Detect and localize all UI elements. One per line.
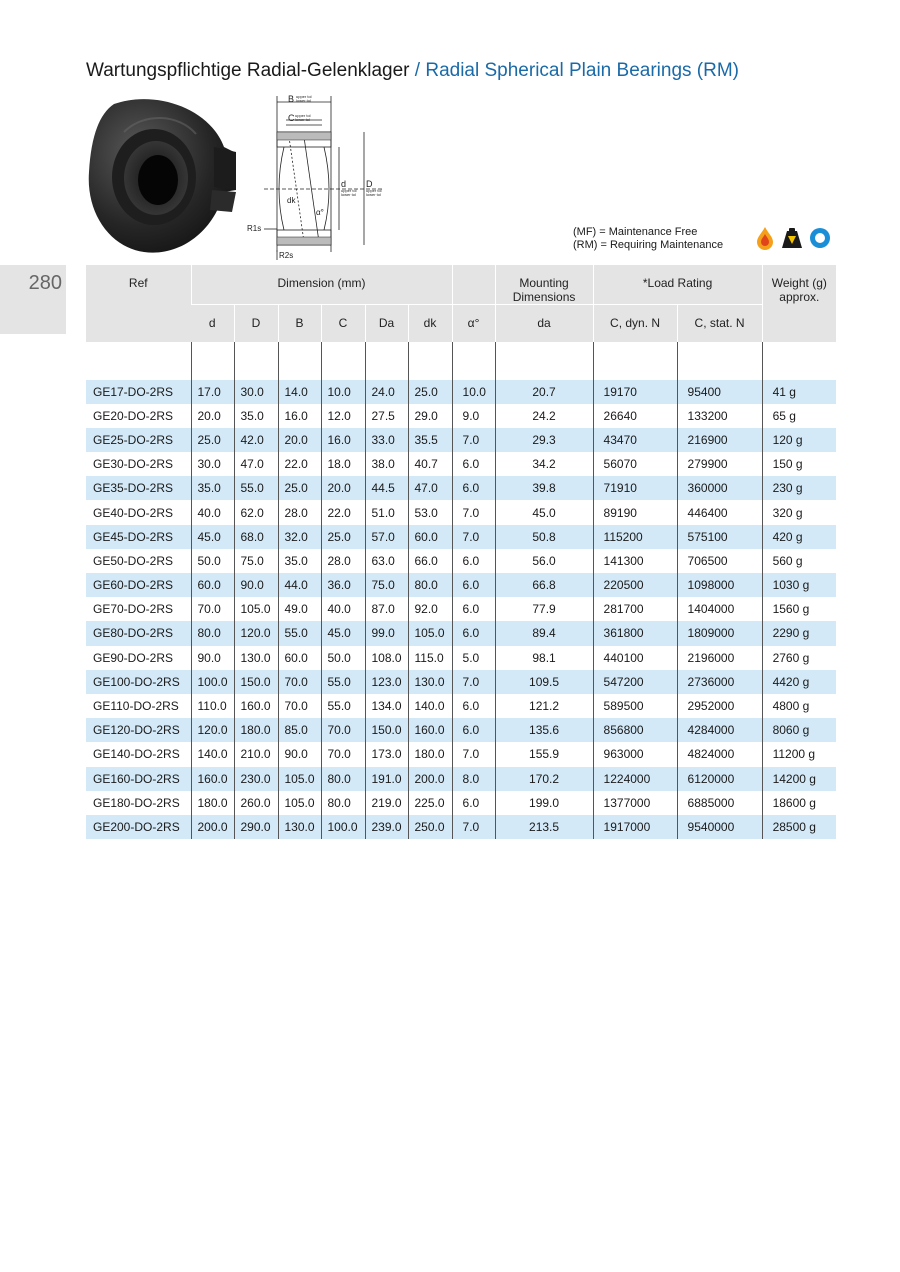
- svg-text:R2s: R2s: [279, 251, 294, 260]
- cell-dk: 80.0: [408, 573, 452, 597]
- cell-B: 32.0: [278, 525, 321, 549]
- cell-d: 70.0: [191, 597, 234, 621]
- svg-text:D: D: [366, 179, 373, 189]
- cell-weight: 11200 g: [762, 742, 836, 766]
- cell-weight: 2290 g: [762, 621, 836, 645]
- cell-Da: 239.0: [365, 815, 408, 839]
- cell-da: 50.8: [495, 525, 593, 549]
- cell-dk: 160.0: [408, 718, 452, 742]
- cell-Da: 219.0: [365, 791, 408, 815]
- cell-weight: 2760 g: [762, 646, 836, 670]
- table-row: [86, 646, 836, 670]
- cell-c-dyn: 589500: [593, 694, 677, 718]
- cell-c-dyn: 141300: [593, 549, 677, 573]
- header-alpha: α°: [452, 305, 495, 342]
- table-row: [86, 670, 836, 694]
- cell-c-stat: 2196000: [677, 646, 762, 670]
- cell-ref: GE160-DO-2RS: [86, 767, 191, 791]
- cell-Da: 173.0: [365, 742, 408, 766]
- cell-alpha: 6.0: [452, 549, 495, 573]
- cell-weight: 150 g: [762, 452, 836, 476]
- cell-B: 28.0: [278, 500, 321, 524]
- header-da: da: [495, 305, 593, 342]
- cell-c-dyn: 43470: [593, 428, 677, 452]
- cell-dk: 47.0: [408, 476, 452, 500]
- cell-weight: 1030 g: [762, 573, 836, 597]
- title-separator: /: [409, 60, 426, 81]
- header-C: C: [321, 305, 365, 342]
- svg-text:R1s: R1s: [247, 224, 262, 233]
- cell-c-dyn: 361800: [593, 621, 677, 645]
- cell-Da: 63.0: [365, 549, 408, 573]
- cell-alpha: 7.0: [452, 815, 495, 839]
- table-row: [86, 549, 836, 573]
- cell-D: 75.0: [234, 549, 278, 573]
- cell-c-stat: 1809000: [677, 621, 762, 645]
- cell-da: 98.1: [495, 646, 593, 670]
- table-row: [86, 621, 836, 645]
- header-c-dyn: C, dyn. N: [593, 305, 677, 342]
- cell-da: 29.3: [495, 428, 593, 452]
- cell-C: 18.0: [321, 452, 365, 476]
- cell-dk: 115.0: [408, 646, 452, 670]
- cell-Da: 99.0: [365, 621, 408, 645]
- svg-text:C: C: [288, 113, 295, 123]
- svg-text:B: B: [288, 94, 295, 104]
- cell-c-dyn: 71910: [593, 476, 677, 500]
- table-row: [86, 500, 836, 524]
- cell-B: 22.0: [278, 452, 321, 476]
- cell-ref: GE40-DO-2RS: [93, 505, 174, 520]
- cell-weight: 65 g: [762, 404, 836, 428]
- cell-ref: GE25-DO-2RS: [86, 428, 191, 452]
- svg-text:upper tol: upper tol: [366, 188, 382, 193]
- cell-B: 85.0: [278, 718, 321, 742]
- cell-Da: 150.0: [365, 718, 408, 742]
- cell-d: 25.0: [191, 428, 234, 452]
- page-title: [86, 60, 739, 82]
- cell-alpha: 8.0: [452, 767, 495, 791]
- cell-B: 35.0: [278, 549, 321, 573]
- cell-c-stat: 6120000: [677, 767, 762, 791]
- cell-d: 60.0: [191, 573, 234, 597]
- cell-dk: 225.0: [408, 791, 452, 815]
- svg-text:upper tol: upper tol: [296, 94, 312, 99]
- cell-da: 77.9: [495, 597, 593, 621]
- header-dk: dk: [408, 305, 452, 342]
- cell-D: 55.0: [234, 476, 278, 500]
- cell-weight: 8060 g: [762, 718, 836, 742]
- table-row: [86, 452, 836, 476]
- cell-c-dyn: 1377000: [593, 791, 677, 815]
- cell-ref: GE120-DO-2RS: [86, 718, 191, 742]
- svg-text:α°: α°: [316, 208, 324, 217]
- cell-c-stat: 279900: [677, 452, 762, 476]
- cell-da: 24.2: [495, 404, 593, 428]
- cell-B: 44.0: [278, 573, 321, 597]
- cell-da: 109.5: [495, 670, 593, 694]
- cell-ref: GE35-DO-2RS: [86, 476, 191, 500]
- bearing-cross-section-diagram: [244, 92, 394, 260]
- header-ref: Ref: [86, 265, 191, 342]
- cell-dk: 130.0: [408, 670, 452, 694]
- cell-da: 56.0: [495, 549, 593, 573]
- cell-c-dyn: 547200: [593, 670, 677, 694]
- cell-d: 160.0: [191, 767, 234, 791]
- cell-d: 180.0: [191, 791, 234, 815]
- cell-d: 140.0: [191, 742, 234, 766]
- cell-C: 70.0: [321, 742, 365, 766]
- cell-ref: GE90-DO-2RS: [93, 650, 174, 665]
- cell-d: 20.0: [191, 404, 234, 428]
- cell-Da: 134.0: [365, 694, 408, 718]
- cell-alpha: 7.0: [452, 525, 495, 549]
- cell-B: 49.0: [278, 597, 321, 621]
- cell-c-stat: 575100: [677, 525, 762, 549]
- cell-c-dyn: 963000: [593, 742, 677, 766]
- cell-C: 50.0: [321, 646, 365, 670]
- svg-text:upper tol: upper tol: [295, 113, 311, 118]
- header-d: d: [191, 305, 234, 342]
- cell-Da: 108.0: [365, 646, 408, 670]
- cell-c-stat: 1098000: [677, 573, 762, 597]
- cell-weight: 560 g: [762, 549, 836, 573]
- cell-B: 20.0: [278, 428, 321, 452]
- table-row: [86, 525, 836, 549]
- cell-B: 70.0: [278, 670, 321, 694]
- cell-D: 130.0: [234, 646, 278, 670]
- legend-rm: (RM) = Requiring Maintenance: [573, 239, 724, 251]
- cell-C: 36.0: [321, 573, 365, 597]
- cell-da: 34.2: [495, 452, 593, 476]
- cell-C: 55.0: [321, 694, 365, 718]
- cell-alpha: 6.0: [452, 621, 495, 645]
- title-german: Wartungspflichtige Radial-Gelenklager: [86, 60, 410, 81]
- ring-icon: [808, 226, 832, 250]
- cell-alpha: 7.0: [452, 742, 495, 766]
- cell-dk: 66.0: [408, 549, 452, 573]
- title-english: Radial Spherical Plain Bearings (RM): [425, 60, 739, 81]
- cell-C: 80.0: [321, 791, 365, 815]
- table-row: [86, 428, 836, 452]
- cell-alpha: 6.0: [452, 791, 495, 815]
- cell-c-stat: 446400: [677, 500, 762, 524]
- cell-ref: GE45-DO-2RS: [86, 525, 191, 549]
- cell-C: 80.0: [321, 767, 365, 791]
- cell-d: 110.0: [191, 694, 234, 718]
- cell-D: 230.0: [234, 767, 278, 791]
- cell-da: 121.2: [495, 694, 593, 718]
- cell-B: 60.0: [278, 646, 321, 670]
- cell-da: 213.5: [495, 815, 593, 839]
- cell-d: 80.0: [191, 621, 234, 645]
- cell-weight: 320 g: [762, 500, 836, 524]
- cell-Da: 33.0: [365, 428, 408, 452]
- cell-dk: 60.0: [408, 525, 452, 549]
- cell-Da: 24.0: [365, 380, 408, 404]
- table-row: [86, 791, 836, 815]
- cell-Da: 27.5: [365, 404, 408, 428]
- svg-text:dk: dk: [287, 196, 296, 205]
- cell-ref: GE200-DO-2RS: [86, 815, 191, 839]
- svg-text:lower tol: lower tol: [295, 117, 310, 122]
- cell-D: 30.0: [234, 380, 278, 404]
- cell-c-dyn: 19170: [593, 380, 677, 404]
- cell-D: 47.0: [234, 452, 278, 476]
- cell-B: 105.0: [278, 767, 321, 791]
- cell-D: 160.0: [234, 694, 278, 718]
- cell-B: 130.0: [278, 815, 321, 839]
- table-row: [86, 380, 836, 404]
- bearing-spec-table: [86, 265, 836, 839]
- table-row: [86, 694, 836, 718]
- cell-da: 155.9: [495, 742, 593, 766]
- cell-c-dyn: 281700: [593, 597, 677, 621]
- table-row: [86, 767, 836, 791]
- cell-da: 170.2: [495, 767, 593, 791]
- cell-dk: 200.0: [408, 767, 452, 791]
- cell-ref: GE17-DO-2RS: [86, 380, 191, 404]
- table-row: [86, 597, 836, 621]
- cell-Da: 38.0: [365, 452, 408, 476]
- cell-d: 100.0: [191, 670, 234, 694]
- cell-weight: 4420 g: [762, 670, 836, 694]
- svg-text:lower tol: lower tol: [341, 192, 356, 197]
- cell-da: 66.8: [495, 573, 593, 597]
- cell-Da: 57.0: [365, 525, 408, 549]
- svg-text:lower tol: lower tol: [296, 98, 311, 103]
- cell-B: 14.0: [278, 380, 321, 404]
- bearing-product-image: [84, 92, 244, 260]
- cell-Da: 44.5: [365, 476, 408, 500]
- cell-B: 25.0: [278, 476, 321, 500]
- cell-alpha: 9.0: [452, 404, 495, 428]
- cell-Da: 123.0: [365, 670, 408, 694]
- cell-d: 40.0: [191, 500, 234, 524]
- cell-alpha: 10.0: [452, 380, 495, 404]
- cell-da: 135.6: [495, 718, 593, 742]
- cell-dk: 35.5: [408, 428, 452, 452]
- cell-C: 55.0: [321, 670, 365, 694]
- maintenance-legend: [573, 226, 723, 252]
- header-B: B: [278, 305, 321, 342]
- cell-B: 55.0: [278, 621, 321, 645]
- cell-D: 68.0: [234, 525, 278, 549]
- svg-text:d: d: [341, 179, 347, 189]
- cell-dk: 105.0: [408, 621, 452, 645]
- cell-alpha: 6.0: [452, 476, 495, 500]
- cell-c-dyn: 115200: [593, 525, 677, 549]
- cell-ref: GE20-DO-2RS: [93, 408, 174, 423]
- cell-weight: 18600 g: [762, 791, 836, 815]
- table-row: [86, 404, 836, 428]
- cell-C: 70.0: [321, 718, 365, 742]
- cell-alpha: 5.0: [452, 646, 495, 670]
- cell-B: 70.0: [278, 694, 321, 718]
- cell-D: 90.0: [234, 573, 278, 597]
- cell-c-dyn: 89190: [593, 500, 677, 524]
- cell-d: 90.0: [191, 646, 234, 670]
- feature-icons: [754, 226, 832, 250]
- cell-weight: 4800 g: [762, 694, 836, 718]
- cell-alpha: 7.0: [452, 670, 495, 694]
- cell-dk: 40.7: [408, 452, 452, 476]
- cell-da: 199.0: [495, 791, 593, 815]
- cell-d: 200.0: [191, 815, 234, 839]
- cell-da: 89.4: [495, 621, 593, 645]
- cell-C: 40.0: [321, 597, 365, 621]
- header-weight: Weight (g) approx.: [762, 265, 836, 342]
- cell-D: 120.0: [234, 621, 278, 645]
- cell-dk: 140.0: [408, 694, 452, 718]
- cell-alpha: 6.0: [452, 718, 495, 742]
- cell-Da: 75.0: [365, 573, 408, 597]
- cell-dk: 25.0: [408, 380, 452, 404]
- table-row: [86, 815, 836, 839]
- header-Da: Da: [365, 305, 408, 342]
- cell-da: 20.7: [495, 380, 593, 404]
- cell-c-stat: 706500: [677, 549, 762, 573]
- cell-weight: 41 g: [762, 380, 836, 404]
- cell-c-stat: 4284000: [677, 718, 762, 742]
- cell-c-dyn: 56070: [593, 452, 677, 476]
- cell-dk: 250.0: [408, 815, 452, 839]
- table-row: [86, 718, 836, 742]
- cell-alpha: 6.0: [452, 573, 495, 597]
- header-blank: [452, 265, 495, 305]
- cell-c-stat: 1404000: [677, 597, 762, 621]
- cell-D: 180.0: [234, 718, 278, 742]
- cell-alpha: 6.0: [452, 452, 495, 476]
- cell-C: 12.0: [321, 404, 365, 428]
- cell-dk: 92.0: [408, 597, 452, 621]
- svg-text:upper tol: upper tol: [341, 188, 357, 193]
- cell-da: 45.0: [495, 500, 593, 524]
- weight-down-icon: [780, 226, 804, 250]
- cell-d: 120.0: [191, 718, 234, 742]
- cell-alpha: 7.0: [452, 500, 495, 524]
- cell-D: 62.0: [234, 500, 278, 524]
- cell-ref: GE70-DO-2RS: [93, 602, 174, 617]
- cell-C: 25.0: [321, 525, 365, 549]
- cell-ref: GE50-DO-2RS: [93, 553, 174, 568]
- cell-Da: 51.0: [365, 500, 408, 524]
- cell-B: 16.0: [278, 404, 321, 428]
- cell-ref: GE60-DO-2RS: [86, 573, 191, 597]
- cell-C: 28.0: [321, 549, 365, 573]
- cell-d: 30.0: [191, 452, 234, 476]
- cell-C: 20.0: [321, 476, 365, 500]
- cell-B: 90.0: [278, 742, 321, 766]
- header-mounting: Mounting Dimensions: [495, 265, 593, 305]
- cell-weight: 1560 g: [762, 597, 836, 621]
- cell-D: 105.0: [234, 597, 278, 621]
- cell-da: 39.8: [495, 476, 593, 500]
- cell-weight: 230 g: [762, 476, 836, 500]
- cell-D: 210.0: [234, 742, 278, 766]
- cell-alpha: 7.0: [452, 428, 495, 452]
- cell-ref: GE80-DO-2RS: [86, 621, 191, 645]
- svg-text:lower tol: lower tol: [366, 192, 381, 197]
- table-row: [86, 742, 836, 766]
- cell-d: 35.0: [191, 476, 234, 500]
- cell-alpha: 6.0: [452, 694, 495, 718]
- cell-weight: 420 g: [762, 525, 836, 549]
- cell-c-dyn: 1917000: [593, 815, 677, 839]
- cell-C: 100.0: [321, 815, 365, 839]
- header-c-stat: C, stat. N: [677, 305, 762, 342]
- cell-D: 42.0: [234, 428, 278, 452]
- header-load-rating: *Load Rating: [593, 265, 762, 305]
- cell-D: 35.0: [234, 404, 278, 428]
- cell-c-stat: 133200: [677, 404, 762, 428]
- cell-D: 150.0: [234, 670, 278, 694]
- cell-c-dyn: 220500: [593, 573, 677, 597]
- cell-ref: GE100-DO-2RS: [86, 670, 191, 694]
- cell-c-stat: 216900: [677, 428, 762, 452]
- cell-d: 17.0: [191, 380, 234, 404]
- cell-dk: 53.0: [408, 500, 452, 524]
- cell-c-stat: 95400: [677, 380, 762, 404]
- cell-D: 290.0: [234, 815, 278, 839]
- page-number: 280: [28, 272, 62, 294]
- table-row: [86, 476, 836, 500]
- cell-Da: 191.0: [365, 767, 408, 791]
- cell-ref: GE140-DO-2RS: [93, 747, 180, 762]
- legend-mf: (MF) = Maintenance Free: [573, 226, 698, 238]
- oil-drop-icon: [754, 226, 776, 250]
- cell-d: 45.0: [191, 525, 234, 549]
- cell-Da: 87.0: [365, 597, 408, 621]
- table-row: [86, 573, 836, 597]
- cell-c-dyn: 26640: [593, 404, 677, 428]
- cell-weight: 120 g: [762, 428, 836, 452]
- header-dimension: Dimension (mm): [191, 265, 452, 305]
- cell-weight: 14200 g: [762, 767, 836, 791]
- cell-dk: 180.0: [408, 742, 452, 766]
- cell-ref: GE110-DO-2RS: [93, 699, 179, 714]
- cell-c-stat: 6885000: [677, 791, 762, 815]
- cell-D: 260.0: [234, 791, 278, 815]
- cell-c-stat: 2952000: [677, 694, 762, 718]
- header-D: D: [234, 305, 278, 342]
- cell-C: 22.0: [321, 500, 365, 524]
- cell-C: 16.0: [321, 428, 365, 452]
- cell-C: 10.0: [321, 380, 365, 404]
- cell-alpha: 6.0: [452, 597, 495, 621]
- cell-c-dyn: 1224000: [593, 767, 677, 791]
- cell-d: 50.0: [191, 549, 234, 573]
- cell-c-stat: 360000: [677, 476, 762, 500]
- cell-c-dyn: 440100: [593, 646, 677, 670]
- cell-dk: 29.0: [408, 404, 452, 428]
- cell-c-stat: 2736000: [677, 670, 762, 694]
- cell-c-dyn: 856800: [593, 718, 677, 742]
- cell-c-stat: 9540000: [677, 815, 762, 839]
- cell-B: 105.0: [278, 791, 321, 815]
- cell-ref: GE180-DO-2RS: [93, 795, 180, 810]
- cell-C: 45.0: [321, 621, 365, 645]
- cell-weight: 28500 g: [762, 815, 836, 839]
- spacer-row: [86, 342, 836, 380]
- cell-ref: GE30-DO-2RS: [93, 457, 174, 472]
- cell-c-stat: 4824000: [677, 742, 762, 766]
